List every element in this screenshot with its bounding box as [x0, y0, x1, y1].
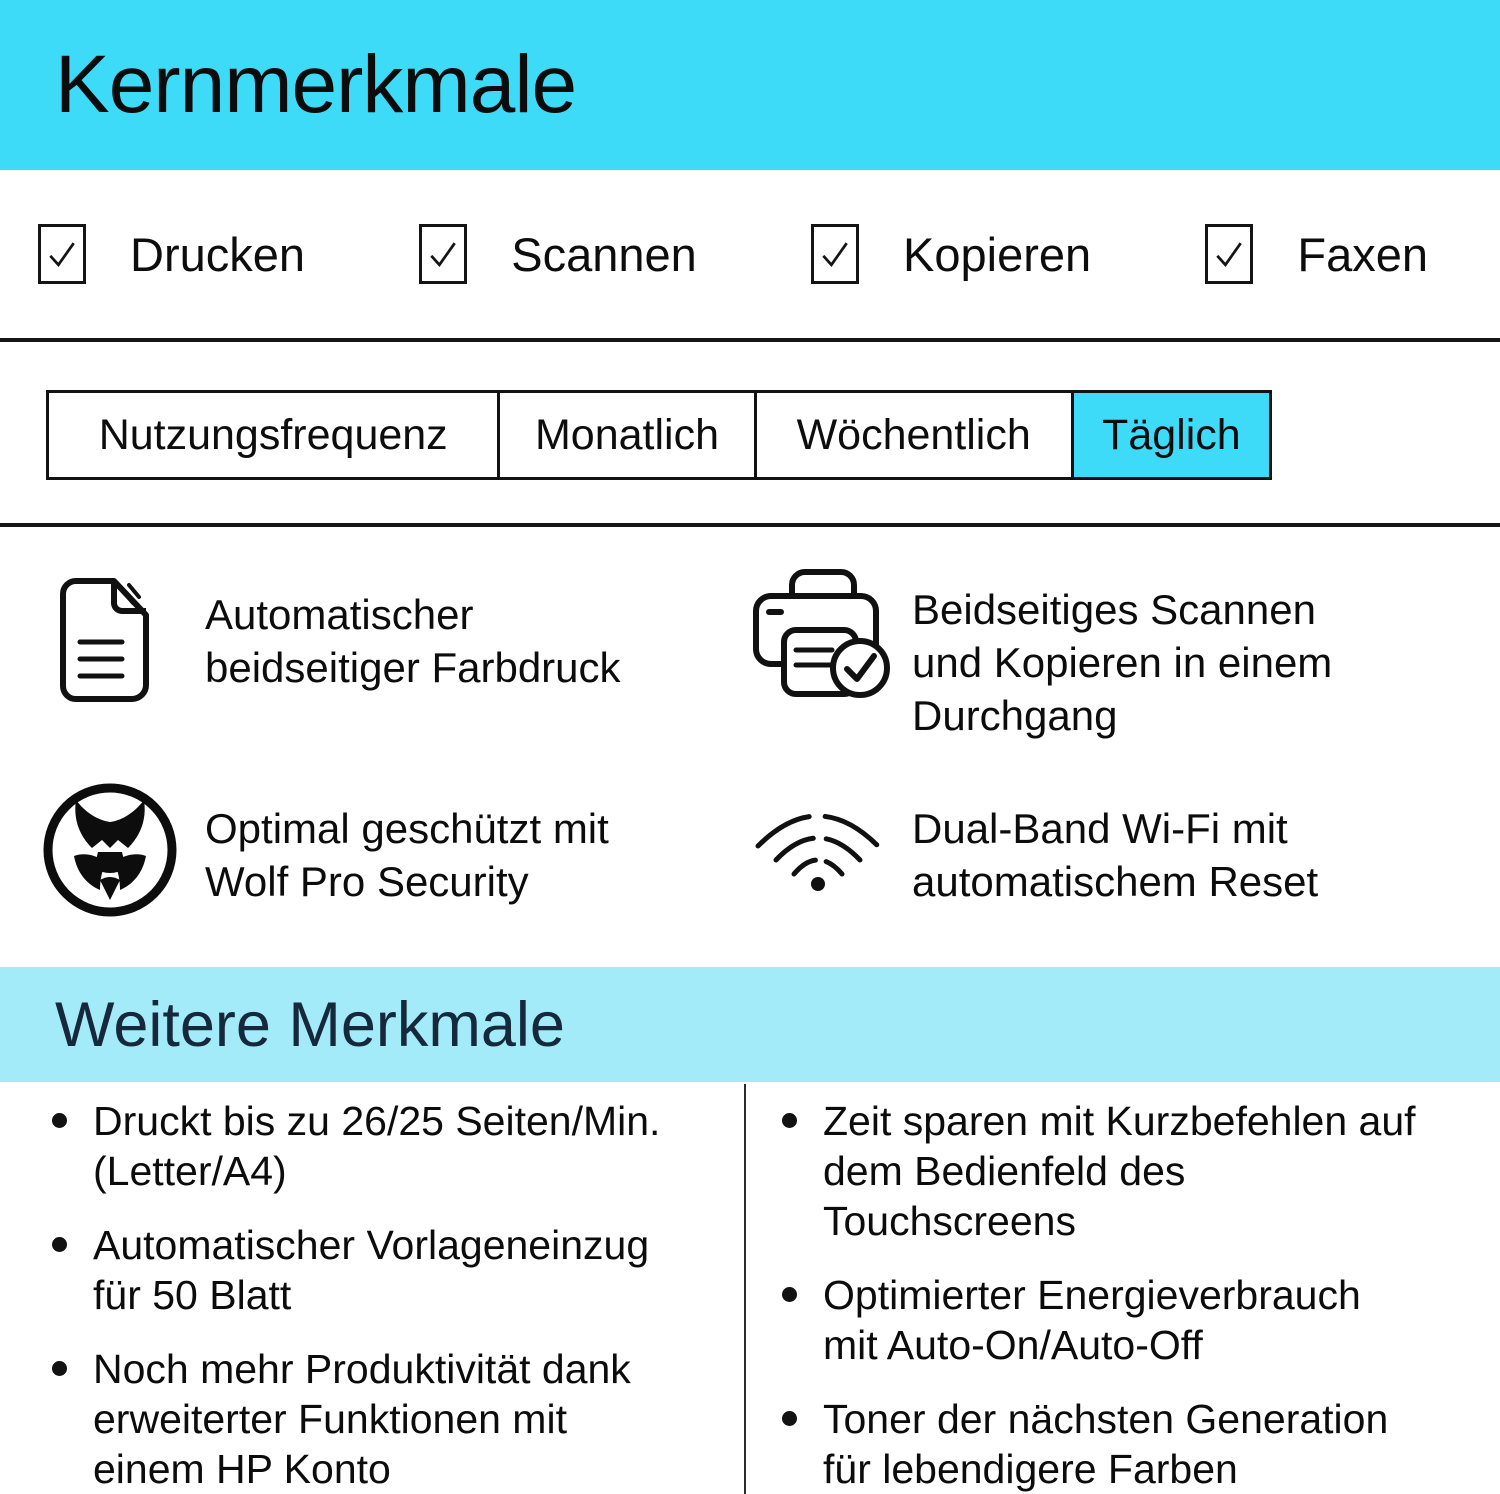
list-item: Noch mehr Produktivität dank erweiterter Funktionen mit einem HP Konto: [52, 1344, 712, 1494]
list-item: Zeit sparen mit Kurzbefehlen auf dem Bedienfeld des Touchscreens: [782, 1096, 1482, 1246]
checkbox-scannen: [419, 224, 467, 284]
column-divider: [744, 1084, 746, 1494]
feature-text-duplex-scan-copy: Beidseitiges Scannen und Kopieren in einem Durchgang: [912, 586, 1333, 739]
wifi-icon: [752, 798, 884, 898]
checkbox-faxen: [1205, 224, 1253, 284]
bullet-list-left: [52, 1096, 712, 1494]
capability-faxen: [1205, 224, 1428, 284]
checkmark-icon: [817, 236, 853, 272]
list-item: Druckt bis zu 26/25 Seiten/Min. (Letter/A4): [52, 1096, 712, 1196]
checkmark-icon: [44, 236, 80, 272]
checkmark-icon: [1211, 236, 1247, 272]
list-item: Optimierter Energieverbrauch mit Auto-On/Auto-Off: [782, 1270, 1482, 1370]
printer-check-icon: [748, 566, 896, 710]
feature-text-dual-band-wifi: Dual-Band Wi-Fi mit automatischem Reset: [912, 805, 1319, 905]
bullet-dot: [782, 1287, 797, 1302]
more-features-section: [0, 1082, 1500, 1494]
weitere-merkmale-banner: [0, 967, 1500, 1082]
capability-row: [0, 170, 1500, 338]
page-title: Kernmerkmale: [55, 39, 577, 130]
bullet-dot: [52, 1113, 67, 1128]
capability-label: Kopieren: [903, 227, 1092, 281]
checkbox-drucken: [38, 224, 86, 284]
document-icon: [58, 576, 158, 704]
usage-header-cell: Nutzungsfrequenz: [49, 393, 500, 477]
capability-label: Scannen: [511, 227, 697, 281]
bullet-dot: [52, 1361, 67, 1376]
bullet-list-right: [782, 1096, 1482, 1494]
checkmark-icon: [425, 236, 461, 272]
list-item: Toner der nächsten Generation für lebendigere Farben: [782, 1394, 1482, 1494]
kernmerkmale-banner: [0, 0, 1500, 170]
capability-kopieren: [811, 224, 1091, 284]
divider-line: [0, 523, 1500, 527]
capability-label: Faxen: [1297, 227, 1428, 281]
bullet-dot: [52, 1237, 67, 1252]
divider-line: [0, 338, 1500, 342]
usage-option-monatlich: Monatlich: [500, 393, 756, 477]
usage-option-woechentlich: Wöchentlich: [757, 393, 1074, 477]
usage-option-taeglich-selected: Täglich: [1074, 393, 1269, 477]
checkbox-kopieren: [811, 224, 859, 284]
feature-text-duplex-print: Automatischer beidseitiger Farbdruck: [205, 591, 621, 691]
section-subtitle: Weitere Merkmale: [55, 989, 565, 1060]
usage-frequency-table: [46, 390, 1272, 480]
bullet-dot: [782, 1113, 797, 1128]
capability-label: Drucken: [130, 227, 306, 281]
bullet-dot: [782, 1411, 797, 1426]
list-item: Automatischer Vorlageneinzug für 50 Blatt: [52, 1220, 712, 1320]
capability-drucken: [38, 224, 305, 284]
capability-scannen: [419, 224, 697, 284]
feature-text-wolf-security: Optimal geschützt mit Wolf Pro Security: [205, 805, 609, 905]
wolf-icon: [40, 780, 180, 920]
